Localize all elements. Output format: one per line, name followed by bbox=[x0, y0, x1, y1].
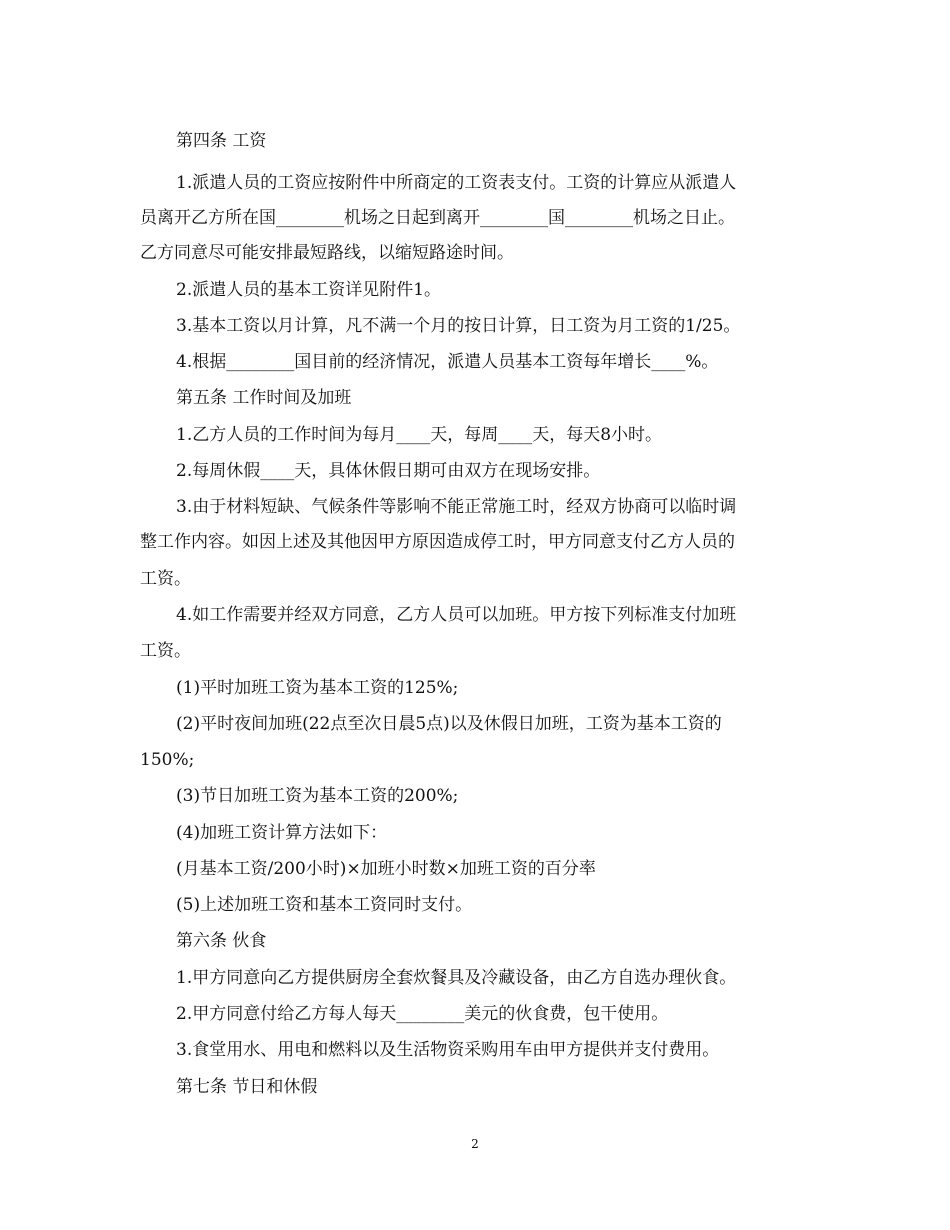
formula-line: (月基本工资/200小时)×加班小时数×加班工资的百分率 bbox=[176, 859, 596, 879]
paragraph-line: 3.食堂用水、用电和燃料以及生活物资采购用车由甲方提供并支付费用。 bbox=[176, 1040, 720, 1060]
paragraph-line: 工资。 bbox=[140, 641, 191, 661]
paragraph-line: 3.基本工资以月计算，凡不满一个月的按日计算，日工资为月工资的1/25。 bbox=[176, 316, 741, 336]
paragraph-line: 乙方同意尽可能安排最短路线，以缩短路途时间。 bbox=[140, 243, 514, 263]
paragraph-line: 4.根据________国目前的经济情况，派遣人员基本工资每年增长____%。 bbox=[176, 352, 719, 372]
paragraph-line: 2.派遣人员的基本工资详见附件1。 bbox=[176, 280, 442, 300]
list-item: (5)上述加班工资和基本工资同时支付。 bbox=[176, 895, 473, 915]
paragraph-line: 员离开乙方所在国________机场之日起到离开________国________机场之日止。 bbox=[140, 208, 735, 228]
list-item: (3)节日加班工资为基本工资的200%; bbox=[176, 786, 459, 806]
paragraph-line: 工资。 bbox=[140, 569, 191, 589]
page-number: 2 bbox=[471, 1137, 479, 1151]
paragraph-line: 整工作内容。如因上述及其他因甲方原因造成停工时，甲方同意支付乙方人员的 bbox=[140, 532, 735, 552]
paragraph-line: 1.甲方同意向乙方提供厨房全套炊餐具及冷藏设备，由乙方自选办理伙食。 bbox=[176, 968, 737, 988]
article-heading: 第五条 工作时间及加班 bbox=[176, 388, 352, 408]
paragraph-line: 2.每周休假____天，具体休假日期可由双方在现场安排。 bbox=[176, 461, 601, 481]
paragraph-line: 3.由于材料短缺、气候条件等影响不能正常施工时，经双方协商可以临时调 bbox=[176, 497, 737, 517]
list-item-continuation: 150%; bbox=[140, 750, 195, 770]
paragraph-line: 2.甲方同意付给乙方每人每天________美元的伙食费，包干使用。 bbox=[176, 1004, 669, 1024]
paragraph-line: 4.如工作需要并经双方同意，乙方人员可以加班。甲方按下列标准支付加班 bbox=[176, 605, 737, 625]
article-heading: 第六条 伙食 bbox=[176, 931, 267, 951]
list-item: (1)平时加班工资为基本工资的125%; bbox=[176, 678, 459, 698]
article-heading: 第四条 工资 bbox=[176, 131, 267, 151]
paragraph-line: 1.派遣人员的工资应按附件中所商定的工资表支付。工资的计算应从派遣人 bbox=[176, 173, 737, 193]
list-item: (2)平时夜间加班(22点至次日晨5点)以及休假日加班，工资为基本工资的 bbox=[176, 714, 722, 734]
list-item: (4)加班工资计算方法如下： bbox=[176, 823, 388, 843]
paragraph-line: 1.乙方人员的工作时间为每月____天，每周____天，每天8小时。 bbox=[176, 425, 663, 445]
article-heading: 第七条 节日和休假 bbox=[176, 1077, 318, 1097]
